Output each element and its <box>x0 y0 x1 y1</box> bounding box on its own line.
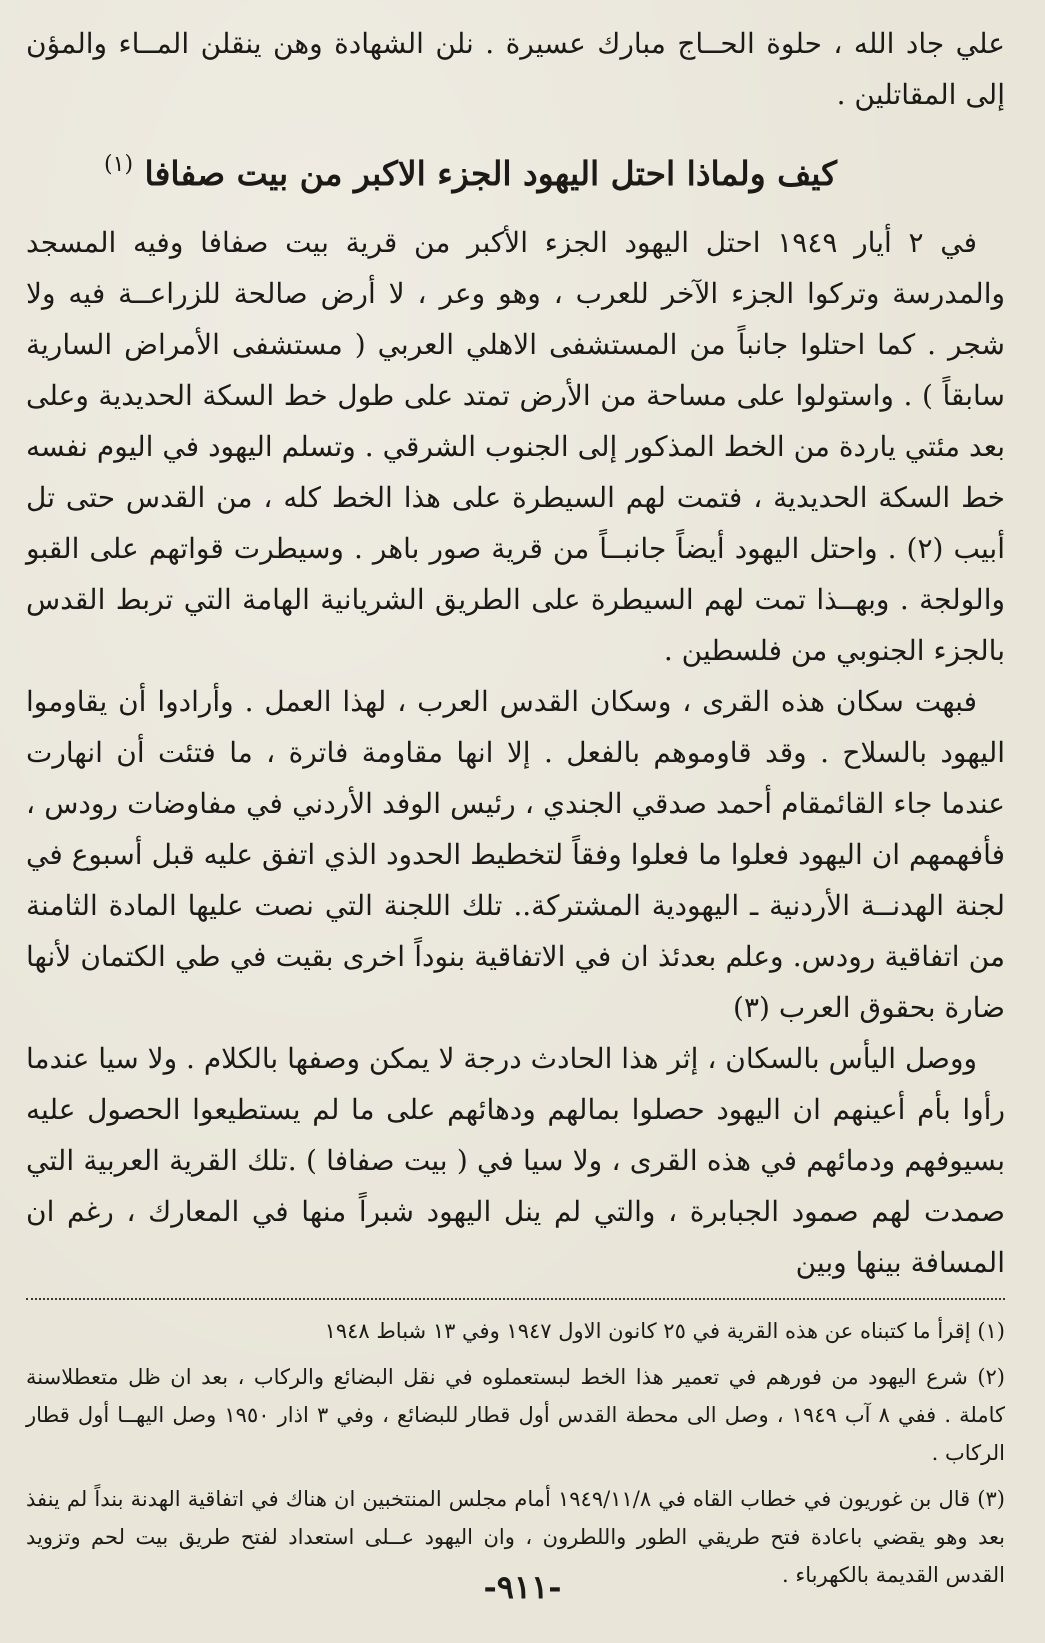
footnote-1: (١) إقرأ ما كتبناه عن هذه القرية في ٢٥ كانون الاول ١٩٤٧ وفي ١٣ شباط ١٩٤٨ <box>324 1319 1005 1343</box>
paragraph-3: ووصل اليأس بالسكان ، إثر هذا الحادث درجة لا يمكن وصفها بالكلام . ولا سيا عندما رأوا بأم أعينهم ان اليهود حصلوا بمالهم ودهائهم على ما لم يستطيعوا الحصول عليه بسيوفهم ودمائهم في هذه القرى ، ولا سيا في ( بيت صفافا ) .تلك القرية العربية التي صمدت لهم صمود الجبابرة ، والتي لم ينل اليهود شبراً منها في المعارك ، رغم ان المسافة بينها وبين <box>26 1042 1005 1279</box>
section-heading-text: كيف ولماذا احتل اليهود الجزء الاكبر من بيت صفافا <box>144 154 837 193</box>
section-heading <box>26 138 1005 201</box>
footnote-3: (٣) قال بن غوريون في خطاب القاه في ١٩٤٩/١١/٨ أمام مجلس المنتخبين ان هناك في اتفاقية الهدنة بنداً لم ينفذ بعد وهو يقضي باعادة فتح طريقي الطور واللطرون ، وان اليهود عــلى استعداد لفتح طريق بيت لحم وتزويد القدس القديمة بالكهرباء . <box>26 1487 1005 1587</box>
footnote-divider <box>26 1298 1005 1300</box>
footnote-2: (٢) شرع اليهود من فورهم في تعمير هذا الخط لبستعملوه في نقل البضائع والركاب ، بعد ان ظل متعطلاسنة كاملة . ففي ٨ آب ١٩٤٩ ، وصل الى محطة القدس أول قطار للبضائع ، وفي ٣ اذار ١٩٥٠ وصل اليهــا أول قطار الركاب . <box>26 1365 1005 1465</box>
footnotes <box>26 1312 1005 1594</box>
intro-paragraph: علي جاد الله ، حلوة الحــاج مبارك عسيرة . نلن الشهادة وهن ينقلن المــاء والمؤن إلى المقاتلين . <box>26 27 1005 111</box>
paragraph-2: فبهت سكان هذه القرى ، وسكان القدس العرب ، لهذا العمل . وأرادوا أن يقاوموا اليهود بالسلاح . وقد قاوموهم بالفعل . إلا انها مقاومة فاترة ، ما فتئت أن انهارت عندما جاء القائمقام أحمد صدقي الجندي ، رئيس الوفد الأردني في مفاوضات رودس ، فأفهمهم ان اليهود فعلوا ما فعلوا وفقاً لتخطيط الحدود الذي اتفق عليه قبل أسبوع في لجنة الهدنــة الأردنية ـ اليهودية المشتركة.. تلك اللجنة التي نصت عليها المادة الثامنة من اتفاقية رودس. وعلم بعدئذ ان في الاتفاقية بنوداً اخرى بقيت في طي الكتمان لأنها ضارة بحقوق العرب (٣) <box>26 685 1005 1024</box>
paragraph-1: في ٢ أيار ١٩٤٩ احتل اليهود الجزء الأكبر من قرية بيت صفافا وفيه المسجد والمدرسة وتركوا الجزء الآخر للعرب ، وهو وعر ، لا أرض صالحة للزراعــة فيه ولا شجر . كما احتلوا جانباً من المستشفى الاهلي العربي ( مستشفى الأمراض السارية سابقاً ) . واستولوا على مساحة من الأرض تمتد على طول خط السكة الحديدية وعلى بعد مئتي ياردة من الخط المذكور إلى الجنوب الشرقي . وتسلم اليهود في اليوم نفسه خط السكة الحديدية ، فتمت لهم السيطرة على هذا الخط كله ، من القدس حتى تل أبيب (٢) . واحتل اليهود أيضاً جانبــاً من قرية صور باهر . وسيطرت قواتهم على القبو والولجة . وبهــذا تمت لهم السيطرة على الطريق الشريانية الهامة التي تربط القدس بالجزء الجنوبي من فلسطين . <box>26 226 1005 667</box>
heading-footnote-marker: (١) <box>104 152 134 177</box>
page-number: -٩١١- <box>483 1568 562 1606</box>
body-text <box>26 18 1005 1288</box>
